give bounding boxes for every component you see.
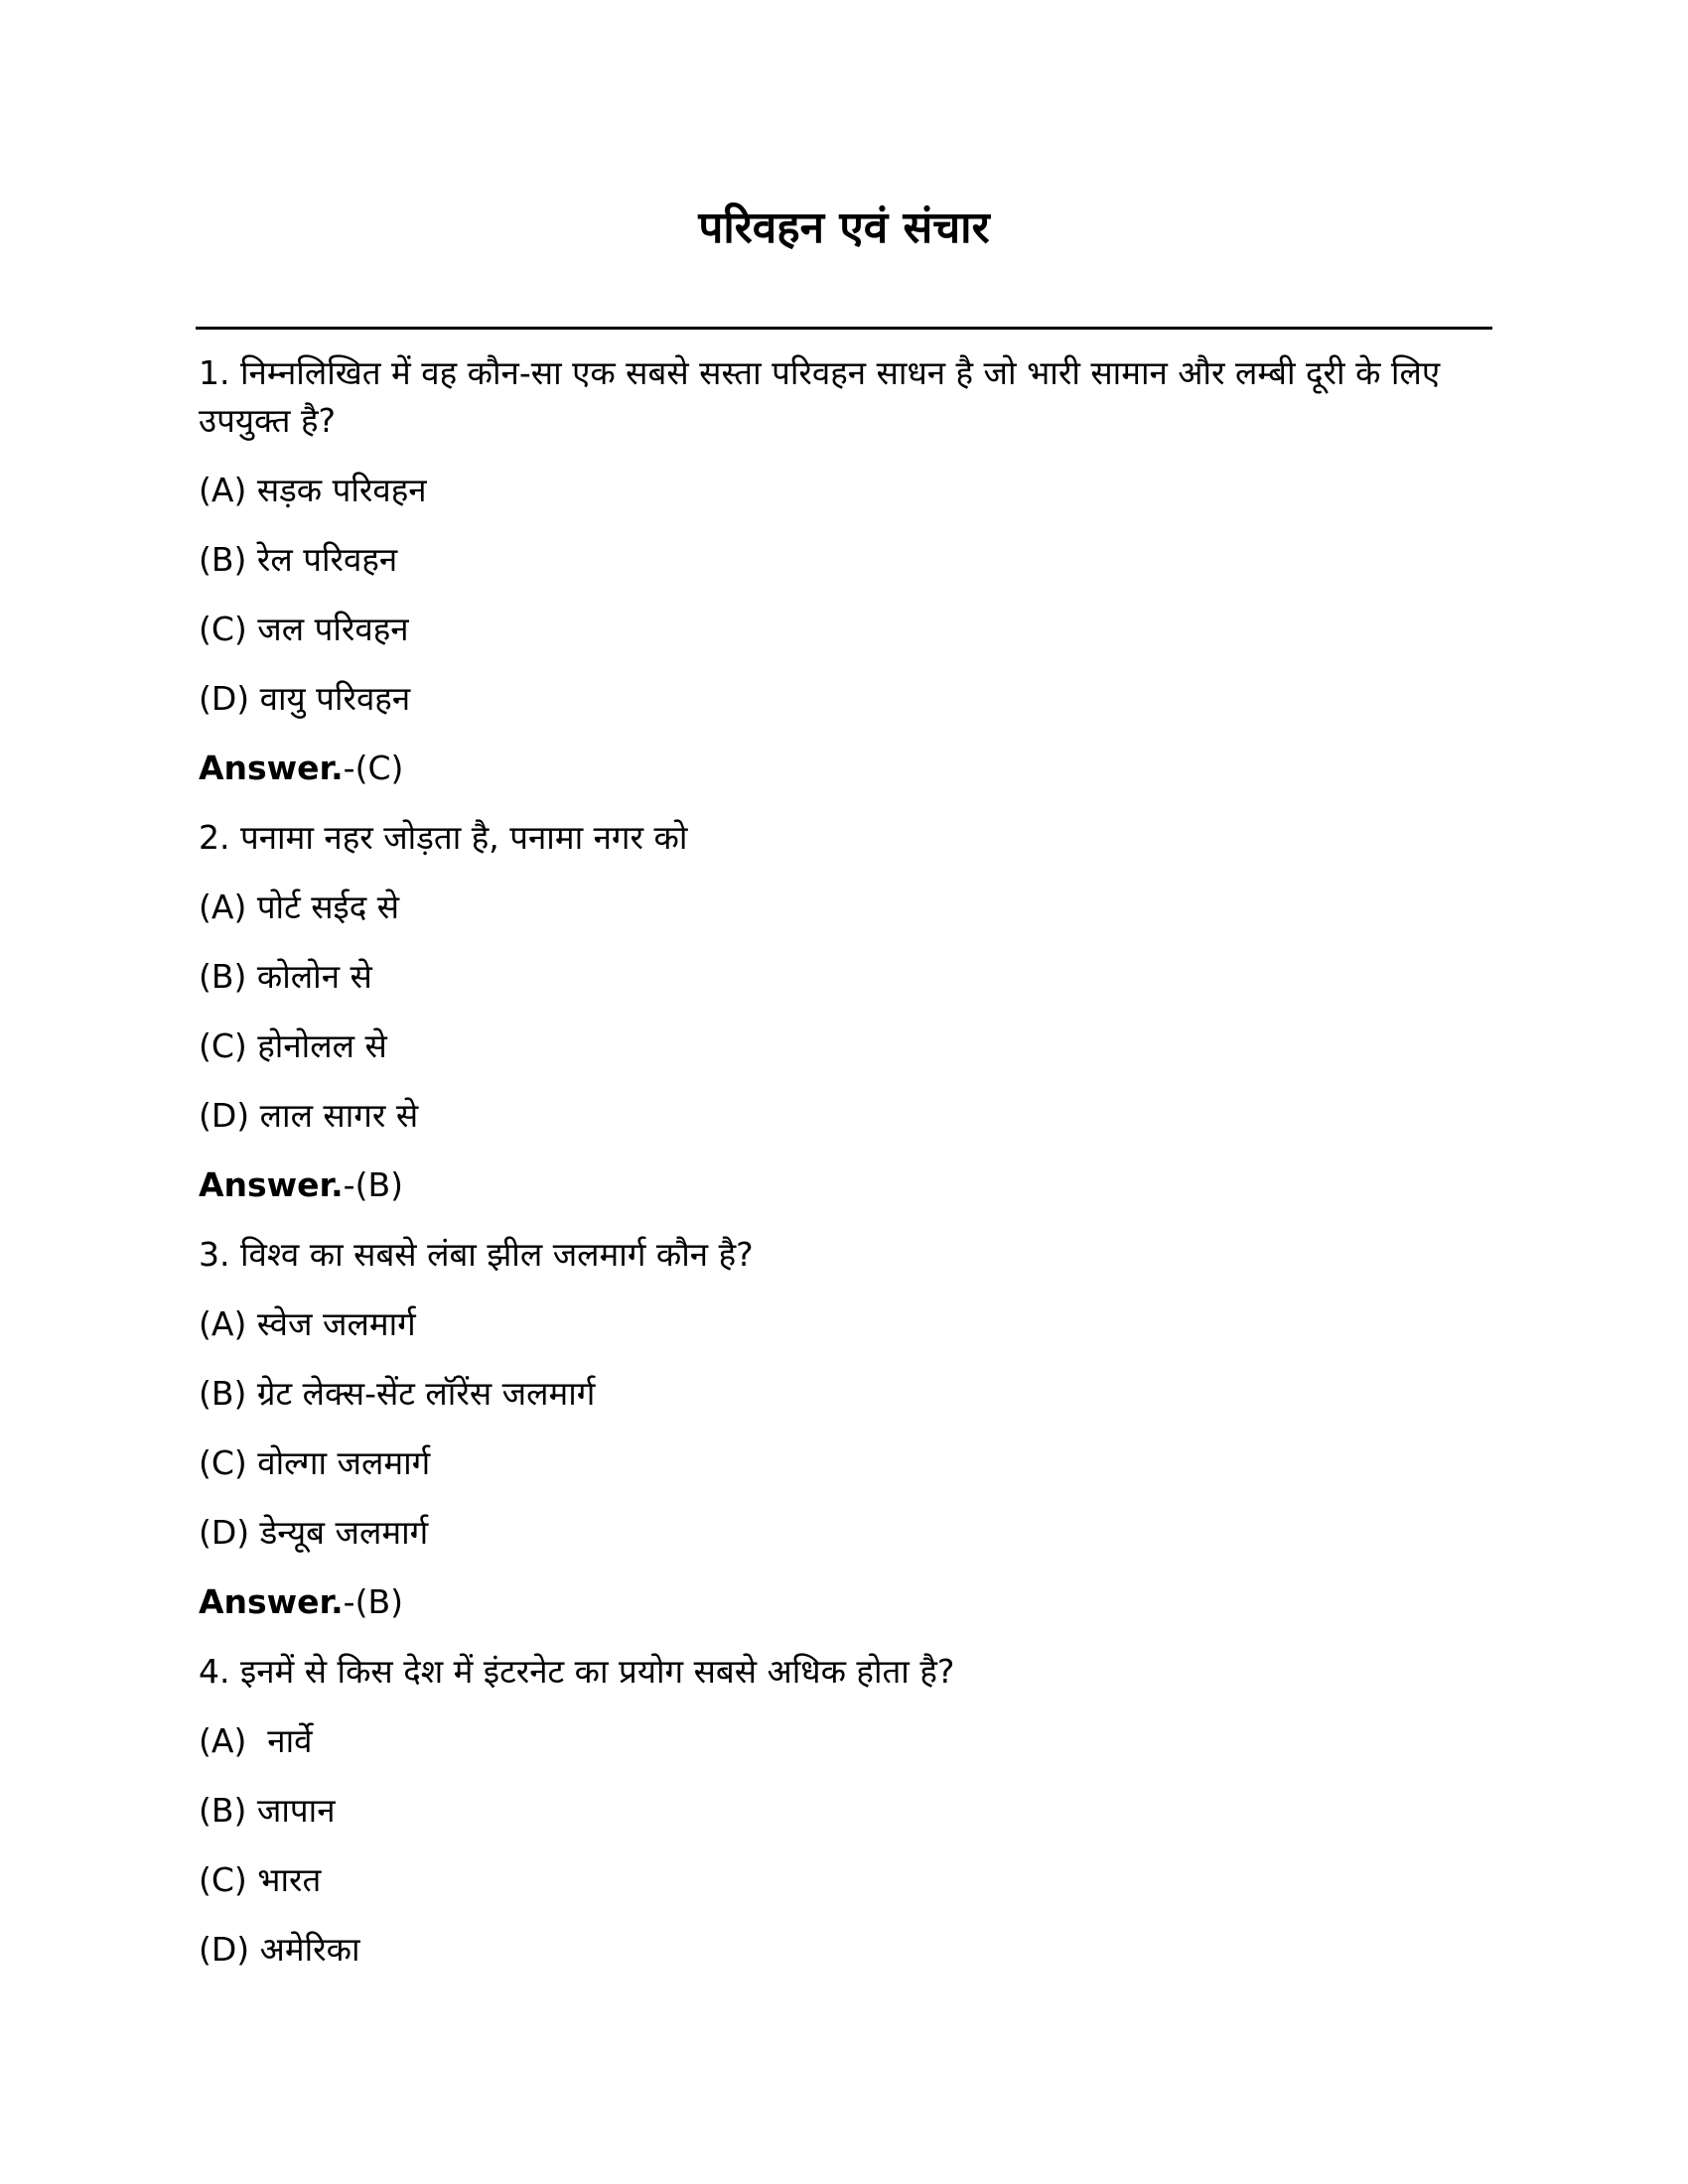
option-a: (A) सड़क परिवहन: [199, 471, 427, 509]
question-2-text: [199, 814, 1499, 862]
option-a: (A) पोर्ट सईद से: [199, 887, 400, 926]
page-title: परिवहन एवं संचार: [698, 203, 990, 253]
option-d: (D) लाल सागर से: [199, 1096, 419, 1135]
question-4-text: [199, 1648, 1499, 1696]
question-number: 2.: [199, 818, 230, 857]
question-number: 1.: [199, 353, 230, 392]
question-3-text: [199, 1231, 1499, 1279]
option-c: (C) जल परिवहन: [199, 610, 409, 648]
answer-value: -(B): [343, 1165, 403, 1204]
answer-value: -(C): [343, 749, 404, 787]
question-number: 4.: [199, 1652, 230, 1691]
option-a: (A) नार्वे: [199, 1721, 313, 1760]
option-c: (C) भारत: [199, 1860, 322, 1899]
option-b: (B) ग्रेट लेक्स-सेंट लॉरेंस जलमार्ग: [199, 1374, 596, 1413]
option-d: (D) अमेरिका: [199, 1930, 360, 1969]
option-b: (B) रेल परिवहन: [199, 540, 398, 579]
title-divider: [196, 327, 1492, 330]
option-b: (B) कोलोन से: [199, 957, 372, 996]
question-text: इनमें से किस देश में इंटरनेट का प्रयोग सबसे अधिक होता है?: [240, 1652, 955, 1691]
question-text: विश्व का सबसे लंबा झील जलमार्ग कौन है?: [240, 1235, 754, 1274]
option-d: (D) वायु परिवहन: [199, 679, 411, 718]
question-list: [199, 349, 1499, 1995]
question-1-text: [199, 349, 1499, 445]
question-text: पनामा नहर जोड़ता है, पनामा नगर को: [240, 818, 688, 857]
answer-value: -(B): [343, 1582, 403, 1621]
answer-label: Answer.: [199, 1582, 344, 1621]
option-a: (A) स्वेज जलमार्ग: [199, 1304, 416, 1343]
option-c: (C) होनोलल से: [199, 1026, 387, 1065]
answer-label: Answer.: [199, 1165, 344, 1204]
option-d: (D) डेन्यूब जलमार्ग: [199, 1513, 429, 1552]
option-c: (C) वोल्गा जलमार्ग: [199, 1443, 431, 1482]
option-b: (B) जापान: [199, 1791, 336, 1830]
question-number: 3.: [199, 1235, 230, 1274]
answer-1: [199, 745, 1499, 792]
answer-2: [199, 1161, 1499, 1209]
answer-3: [199, 1578, 1499, 1626]
question-text: निम्नलिखित में वह कौन-सा एक सबसे सस्ता परिवहन साधन है जो भारी सामान और लम्बी दूरी के लिए उपयुक्त है?: [199, 353, 1441, 440]
answer-label: Answer.: [199, 749, 344, 787]
